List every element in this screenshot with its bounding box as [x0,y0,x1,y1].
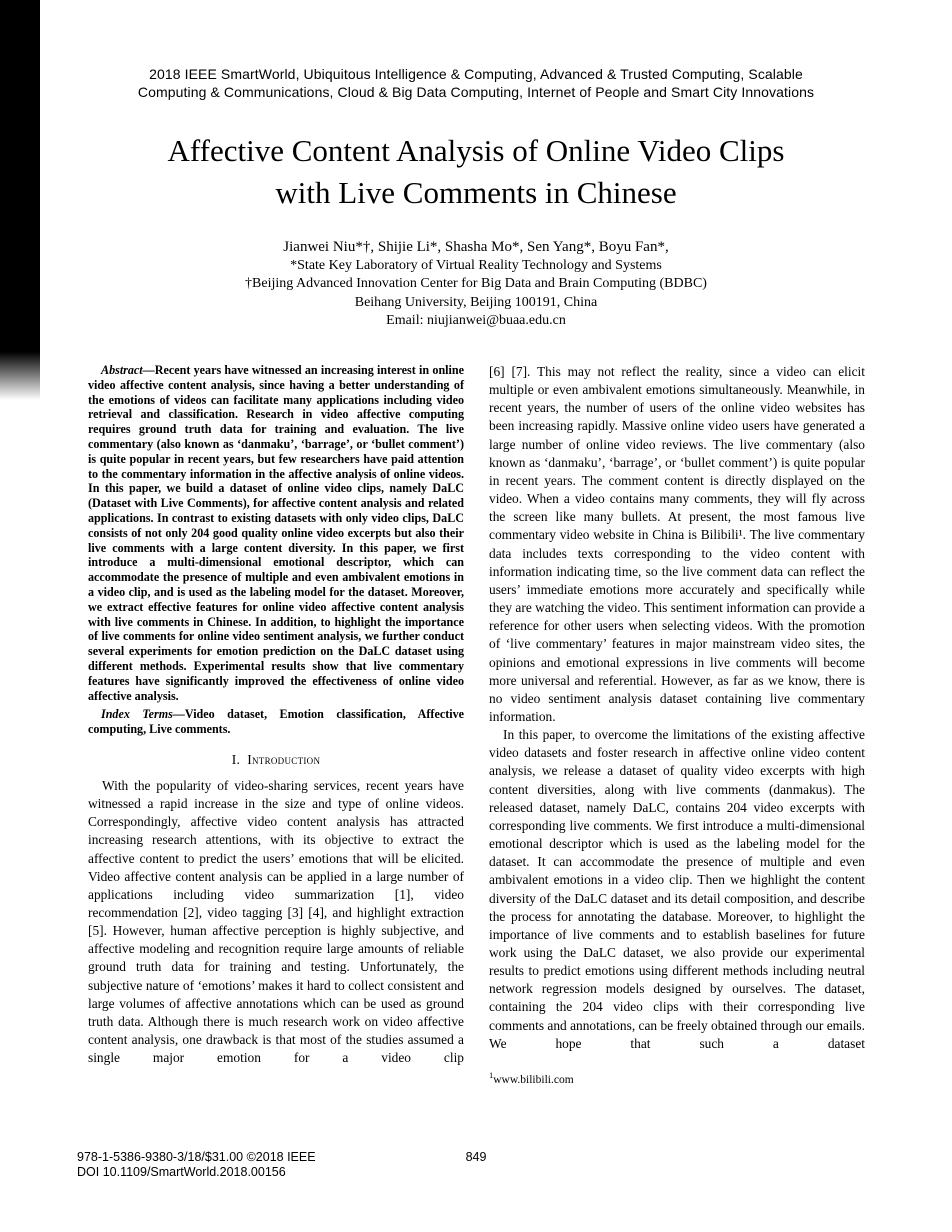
introduction-paragraph-1: With the popularity of video-sharing services, recent years have witnessed a rapid increase in the size and type of online videos. Correspondingly, affective video content analysis has attracted increasing research attentions, with its objective to extract the affective content to predict the users’ emotions that will be elicited. Video affective content analysis can be applied in a large number of applications including video summarization [1], video recommendation [2], video tagging [3] [4], and highlight extraction [5]. However, human affective perception is highly subjective, and affective modeling and recognition require large amounts of reliable ground truth data for training and testing. Unfortunately, the subjective nature of ‘emotions’ makes it hard to collect consistent and large volumes of affective annotations which can be used as ground truth data. Although there is much research work on video affective content analysis, one drawback is that most of the studies assumed a single major emotion for a video clip [88,777,464,1066]
affiliation-3: Beihang University, Beijing 100191, China [354,294,598,310]
left-column [88,363,464,1067]
section-heading-introduction [88,752,464,768]
affiliation-1: *State Key Laboratory of Virtual Reality Technology and Systems [290,257,662,273]
footer-doi: DOI 10.1109/SmartWorld.2018.00156 [77,1164,286,1179]
paper-title [0,130,952,213]
author-email: Email: niujianwei@buaa.edu.cn [386,313,566,328]
conference-header-line1: 2018 IEEE SmartWorld, Ubiquitous Intelligence & Computing, Advanced & Trusted Computing, Scalable [149,66,803,82]
footnote-text: www.bilibili.com [493,1073,574,1086]
abstract-paragraph [88,363,464,703]
page-number: 849 [465,1150,487,1164]
right-column [489,363,865,1087]
footer-copyright: 978-1-5386-9380-3/18/$31.00 ©2018 IEEE [77,1150,316,1164]
section-title: Introduction [247,751,321,767]
introduction-paragraph-1-continued: [6] [7]. This may not reflect the reality, since a video can elicit multiple or even ambivalent emotions simultaneously. Meanwhile, in recent years, the number of users of the online video websites has been increasing rapidly. Massive online video users have generated a large number of online video reviews. The live commentary (also known as ‘danmaku’, ‘barrage’, or ‘bullet comment’) is quite popular in recent years. The comment content is directly displayed on the video. When a video contains many comments, they will fly across the screen like many bullets. At present, the most famous live commentary video website in China is Bilibili¹. The live commentary data includes texts corresponding to the video content with information indicating time, so the live comment data can reflect the users’ immediate emotions more accurately and specifically while they are watching the video. This sentiment information can provide a reference for other users when selecting videos. With the promotion of ‘live commentary’ features in major mainstream video sites, the opinions and emotional expressions in live comments will become more universal and referential. However, as far as we know, there is no video sentiment analysis dataset containing live commentary information. [489,364,865,724]
abstract-label: Abstract— [101,363,155,377]
index-terms-label: Index Terms— [101,707,185,722]
paper-title-line1: Affective Content Analysis of Online Video Clips [167,133,785,168]
conference-header-line2: Computing & Communications, Cloud & Big Data Computing, Internet of People and Smart City Innovations [137,83,815,100]
footnote-marker: 1 [489,1069,494,1080]
index-terms-text: Video dataset, Emotion classification, Affective computing, Live comments. [88,707,464,737]
conference-header [76,66,876,101]
introduction-paragraph-2: In this paper, to overcome the limitations of the existing affective video datasets and foster research in affective online video content analysis, we release a dataset of quality video excerpts with high content diversities, along with live comments (danmakus). The released dataset, namely DaLC, contains 204 video excerpts with corresponding live comments. We first introduce a multi-dimensional emotional descriptor which is used as the labeling model for the dataset. It can accommodate the presence of multiple and even ambivalent emotions in a video clip. Then we highlight the content diversity of the DaLC dataset and its detail composition, and describe the process for annotating the database. Moreover, to highlight the importance of live comments and to establish baselines for future work using the DaLC dataset, we also provide our experimental results to predict emotions using different methods including neutral network regression models designed by ourselves. The dataset, containing the 204 video clips with their corresponding live comments and annotations, can be freely obtained through our emails. We hope that such a dataset [489,727,865,1051]
authors-block [0,238,952,331]
footnote [489,1068,865,1087]
abstract-text: Recent years have witnessed an increasing interest in online video affective content analysis, since having a better understanding of the emotions of videos can facilitate many applications including video retrieval and classification. Research in video affective computing requires ground truth data for training and evaluation. The live commentary (also known as ‘danmaku’, ‘barrage’, or ‘bullet comment’) is quite popular in recent years, but few researchers have paid attention to the commentary information in the affective analysis of online videos. In this paper, we build a dataset of online video clips, namely DaLC (Dataset with Live Comments), for affective content analysis and related applications. In contrast to existing datasets with only video clips, DaLC consists of not only 204 good quality online video excerpts but also their live comments with a large content diversity. In this paper, we first introduce a multi-dimensional emotional descriptor, which can accommodate the presence of multiple and even ambivalent emotions in a video clip, and is used as the labeling model for the dataset. Moreover, we extract effective features for online video affective content analysis with live comments in Chinese. In addition, to highlight the importance of live comments for online video sentiment analysis, we further conduct several experiments for emotion prediction on the DaLC dataset using different methods. Experimental results show that live commentary features have significantly improved the effectiveness of online video affective analysis. [88,363,464,703]
affiliation-2: †Beijing Advanced Innovation Center for Big Data and Brain Computing (BDBC) [245,276,707,291]
section-number: I. [231,751,241,767]
index-terms-paragraph [88,707,464,737]
paper-title-line2: with Live Comments in Chinese [275,174,677,210]
author-names: Jianwei Niu*†, Shijie Li*, Shasha Mo*, Sen Yang*, Boyu Fan*, [283,239,669,255]
